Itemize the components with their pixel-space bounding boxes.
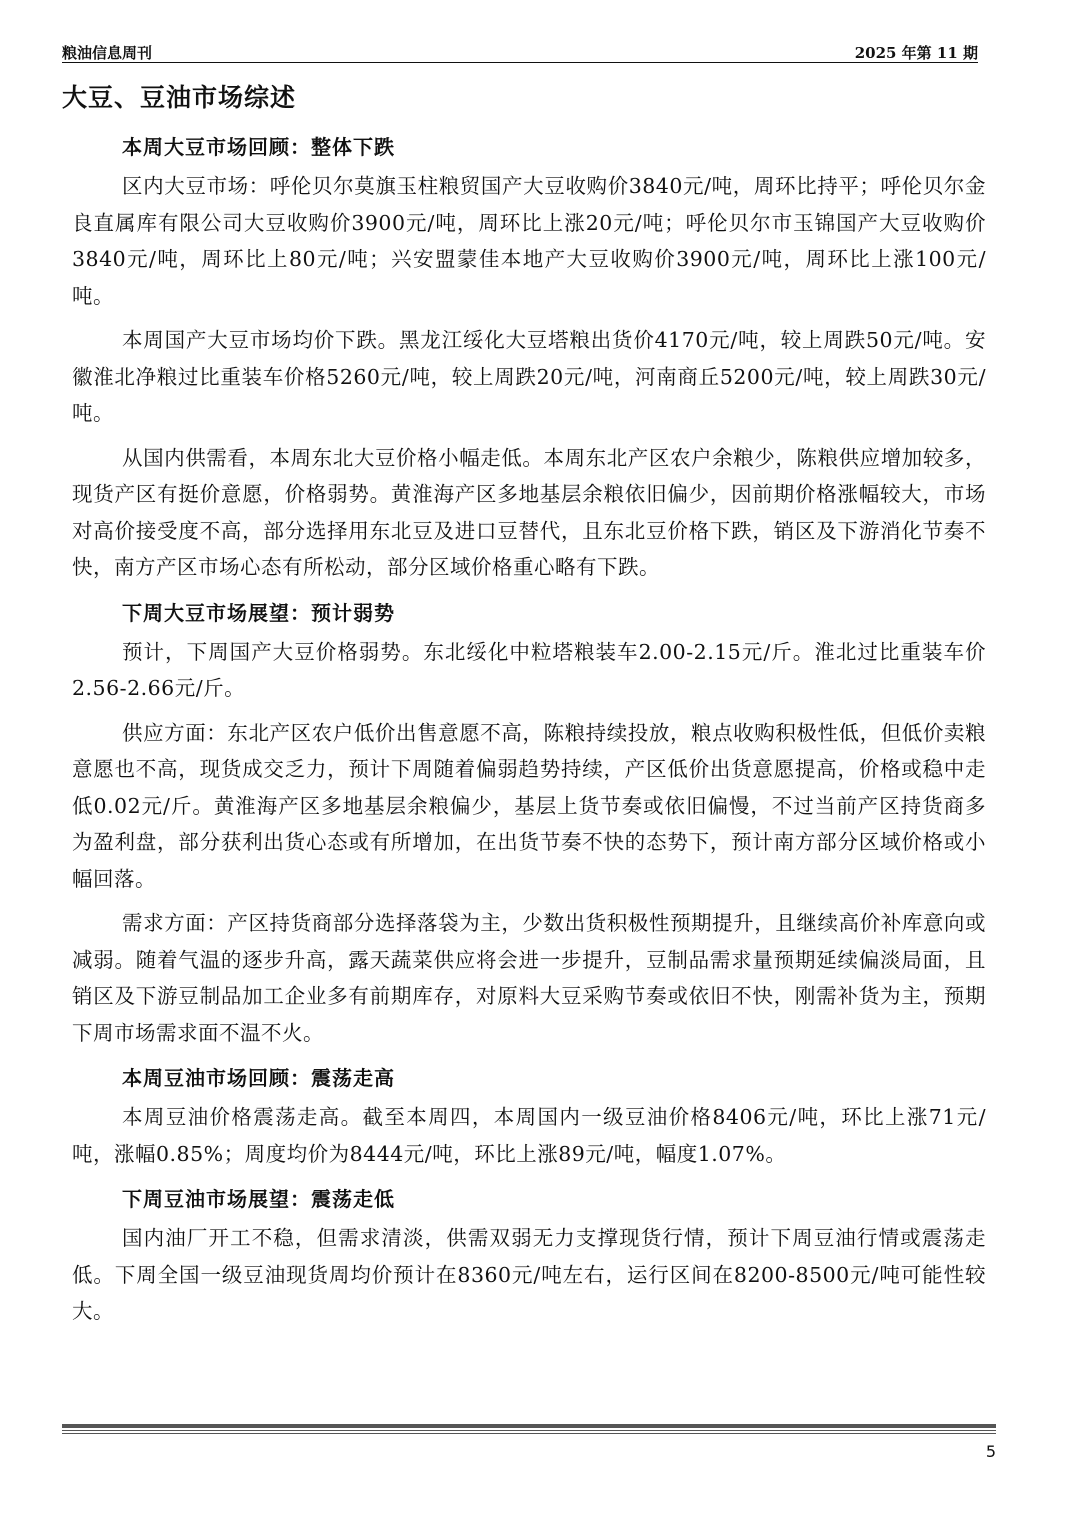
paragraph: 从国内供需看，本周东北大豆价格小幅走低。本周东北产区农户余粮少，陈粮供应增加较多，现货产区有挺价意愿，价格弱势。黄淮海产区多地基层余粮依旧偏少，因前期价格涨幅较大，市场对高价接受度不高，部分选择用东北豆及进口豆替代，且东北豆价格下跌，销区及下游消化节奏不快，南方产区市场心态有所松动，部分区域价格重心略有下跌。 — [72, 445, 986, 579]
article-body — [72, 128, 986, 1338]
page-header — [62, 40, 978, 62]
section-heading: 下周大豆市场展望：预计弱势 — [122, 600, 395, 625]
paragraph: 供应方面：东北产区农户低价出售意愿不高，陈粮持续投放，粮点收购积极性低，但低价卖粮意愿也不高，现货成交乏力，预计下周随着偏弱趋势持续，产区低价出货意愿提高，价格或稳中走低0.02元/斤。黄淮海产区多地基层余粮偏少，基层上货节奏或依旧偏慢，不过当前产区持货商多为盈利盘，部分获利出货心态或有所增加，在出货节奏不快的态势下，预计南方部分区域价格或小幅回落。 — [72, 720, 986, 891]
section-heading: 本周豆油市场回顾：震荡走高 — [122, 1066, 395, 1090]
section-heading: 下周豆油市场展望：震荡走低 — [122, 1187, 395, 1211]
paragraph: 需求方面：产区持货商部分选择落袋为主，少数出货积极性预期提升，且继续高价补库意向或减弱。随着气温的逐步升高，露天蔬菜供应将会进一步提升，豆制品需求量预期延续偏淡局面，且销区及下游豆制品加工企业多有前期库存，对原料大豆采购节奏或依旧不快，刚需补货为主，预期下周市场需求面不温不火。 — [72, 911, 986, 1045]
page-title: 大豆、豆油市场综述 — [62, 83, 297, 112]
footer-divider — [62, 1433, 996, 1434]
section-soybean-outlook — [72, 594, 986, 1052]
section-soybean-review — [72, 128, 986, 586]
section-soyoil-review — [72, 1059, 986, 1172]
paragraph: 国内油厂开工不稳，但需求清淡，供需双弱无力支撑现货行情，预计下周豆油行情或震荡走低。下周全国一级豆油现货周均价预计在8360元/吨左右，运行区间在8200-8500元/吨可能性较大。 — [72, 1226, 986, 1323]
footer-divider — [62, 1424, 996, 1428]
header-divider — [62, 62, 978, 63]
section-soyoil-outlook — [72, 1180, 986, 1330]
footer-divider — [62, 1430, 996, 1431]
paragraph: 本周国产大豆市场均价下跌。黑龙江绥化大豆塔粮出货价4170元/吨，较上周跌50元/吨。安徽淮北净粮过比重装车价格5260元/吨，较上周跌20元/吨，河南商丘5200元/吨，较上周跌30元/吨。 — [72, 328, 986, 425]
paragraph: 预计，下周国产大豆价格弱势。东北绥化中粒塔粮装车2.00-2.15元/斤。淮北过比重装车价2.56-2.66元/斤。 — [72, 639, 986, 700]
issue-number: 2025 年第 11 期 — [854, 44, 978, 62]
publication-name: 粮油信息周刊 — [62, 44, 153, 62]
paragraph: 本周豆油价格震荡走高。截至本周四，本周国内一级豆油价格8406元/吨，环比上涨71元/吨，涨幅0.85%；周度均价为8444元/吨，环比上涨89元/吨，幅度1.07%。 — [72, 1105, 986, 1166]
page-number: 5 — [985, 1442, 996, 1461]
section-heading: 本周大豆市场回顾：整体下跌 — [122, 135, 395, 159]
paragraph: 区内大豆市场：呼伦贝尔莫旗玉柱粮贸国产大豆收购价3840元/吨，周环比持平；呼伦贝尔金良直属库有限公司大豆收购价3900元/吨，周环比上涨20元/吨；呼伦贝尔市玉锦国产大豆收购价3840元/吨，周环比上80元/吨；兴安盟蒙佳本地产大豆收购价3900元/吨，周环比上涨100元/吨。 — [72, 174, 986, 308]
